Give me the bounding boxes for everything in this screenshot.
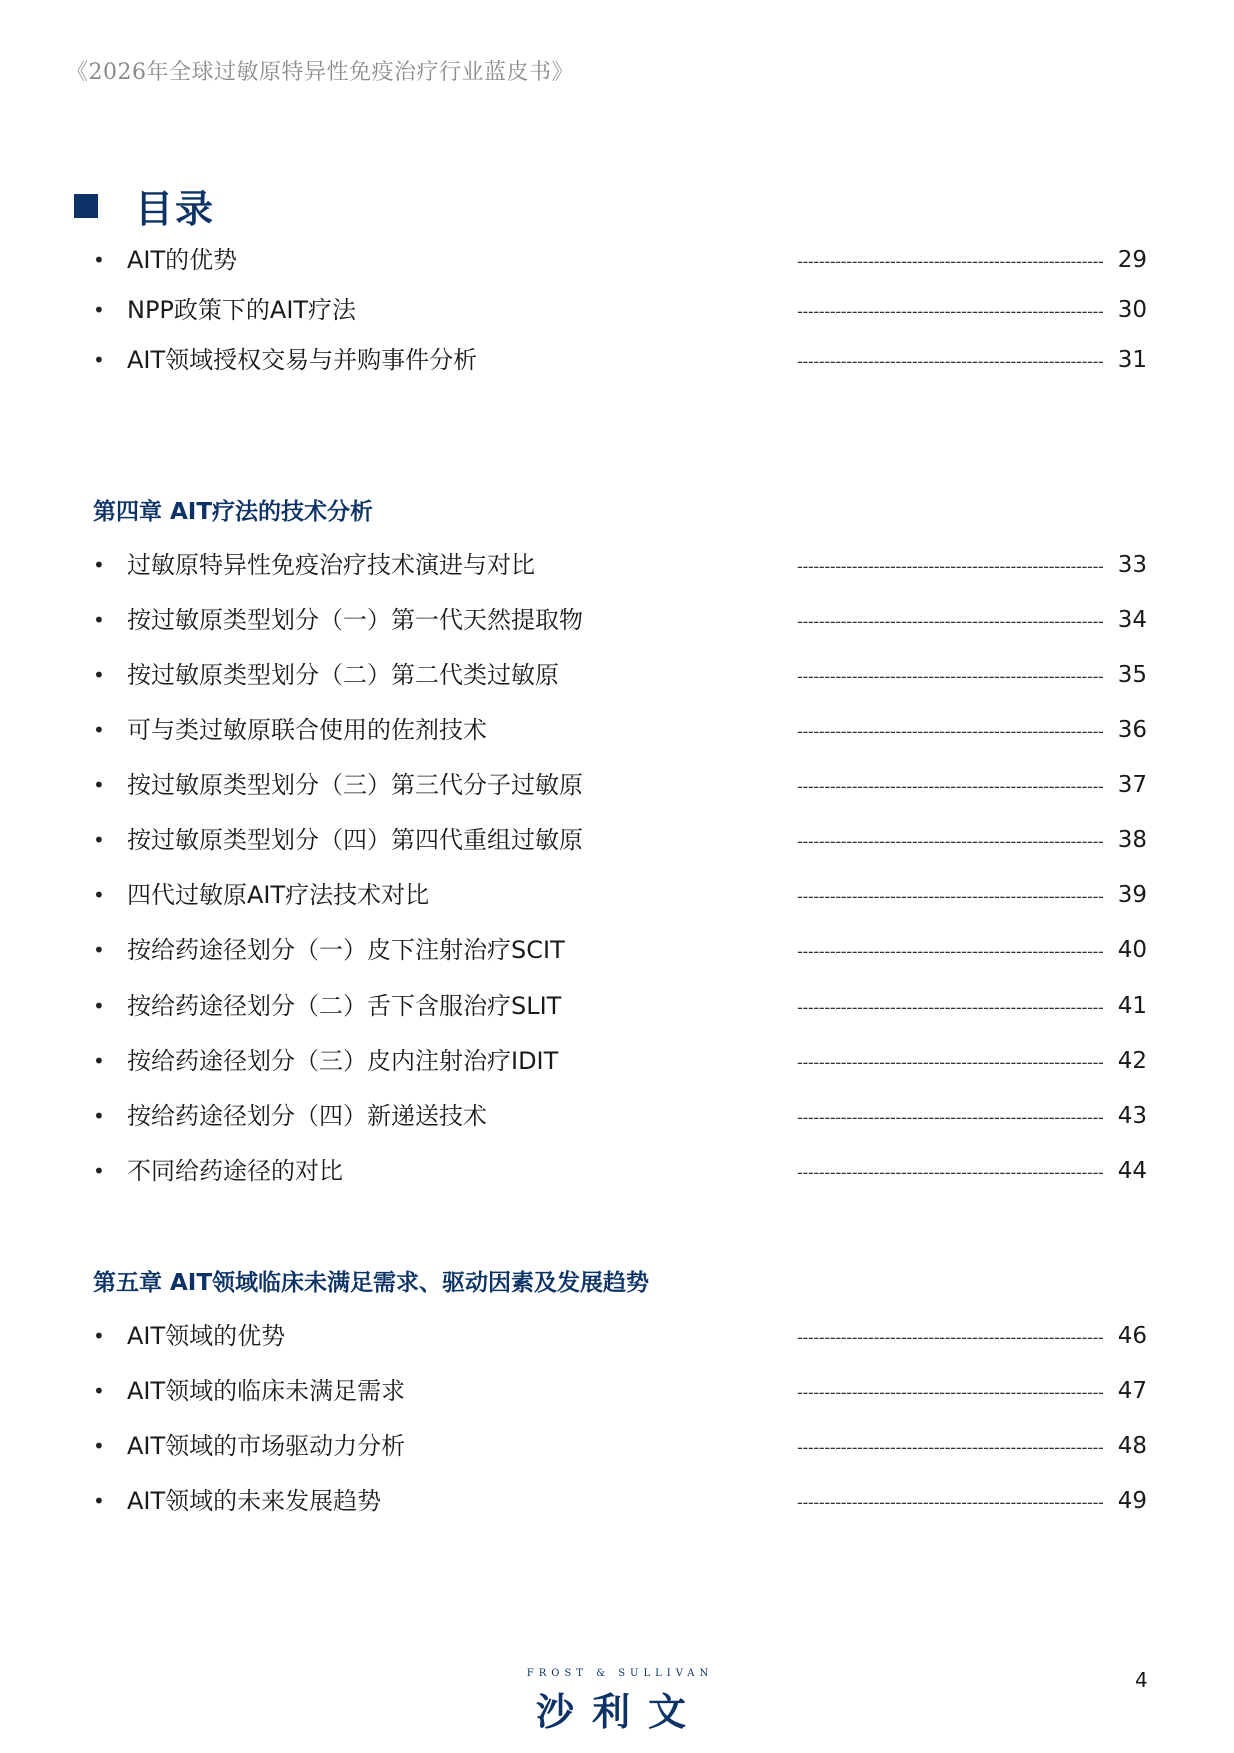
- toc-entry-page: 46: [1117, 1323, 1147, 1349]
- bullet: •: [93, 1159, 105, 1183]
- toc-entry-label: 四代过敏原AIT疗法技术对比: [127, 881, 430, 909]
- toc-entry-page: 42: [1117, 1048, 1147, 1074]
- toc-entry-page: 31: [1117, 347, 1147, 373]
- toc-entry-page: 48: [1117, 1433, 1147, 1459]
- dot-leader: --------------------------------------------------------: [797, 1108, 1104, 1127]
- dot-leader: --------------------------------------------------------: [797, 252, 1104, 271]
- toc-entry-label: 按给药途径划分（四）新递送技术: [127, 1102, 487, 1130]
- bullet: •: [93, 348, 105, 372]
- toc-entry[interactable]: [0, 340, 1234, 380]
- bullet: •: [93, 248, 105, 272]
- toc-entry-label: NPP政策下的AIT疗法: [127, 296, 357, 324]
- title-square-icon: [74, 194, 98, 218]
- toc-entry-page: 40: [1117, 937, 1147, 963]
- toc-entry[interactable]: [0, 1481, 1234, 1521]
- toc-entry-page: 30: [1117, 297, 1147, 323]
- toc-entry-label: 按给药途径划分（一）皮下注射治疗SCIT: [127, 936, 565, 964]
- toc-entry-label: 不同给药途径的对比: [127, 1157, 343, 1185]
- toc-entry-page: 39: [1117, 882, 1147, 908]
- bullet: •: [93, 883, 105, 907]
- toc-entry-label: 按给药途径划分（三）皮内注射治疗IDIT: [127, 1047, 559, 1075]
- bullet: •: [93, 663, 105, 687]
- toc-entry-label: AIT领域的临床未满足需求: [127, 1377, 406, 1405]
- dot-leader: --------------------------------------------------------: [797, 832, 1104, 851]
- dot-leader: --------------------------------------------------------: [797, 1163, 1104, 1182]
- toc-entry-page: 44: [1117, 1158, 1147, 1184]
- toc-entry[interactable]: [0, 290, 1234, 330]
- dot-leader: --------------------------------------------------------: [797, 942, 1104, 961]
- toc-title: [74, 178, 215, 233]
- logo-english: FROST & SULLIVAN: [526, 1668, 714, 1679]
- bullet: •: [93, 773, 105, 797]
- toc-entry[interactable]: [0, 820, 1234, 860]
- dot-leader: --------------------------------------------------------: [797, 667, 1104, 686]
- dot-leader: --------------------------------------------------------: [797, 777, 1104, 796]
- chapter-heading[interactable]: 第四章 AIT疗法的技术分析: [93, 499, 374, 525]
- bullet: •: [93, 1104, 105, 1128]
- dot-leader: --------------------------------------------------------: [797, 1383, 1104, 1402]
- toc-entry-page: 34: [1117, 607, 1147, 633]
- toc-entry[interactable]: [0, 710, 1234, 750]
- toc-entry-label: 按给药途径划分（二）舌下含服治疗SLIT: [127, 992, 562, 1020]
- toc-entry[interactable]: [0, 1041, 1234, 1081]
- dot-leader: --------------------------------------------------------: [797, 998, 1104, 1017]
- frost-sullivan-logo: [520, 1668, 720, 1736]
- toc-entry[interactable]: [0, 1426, 1234, 1466]
- toc-entry[interactable]: [0, 875, 1234, 915]
- toc-entry-page: 49: [1117, 1488, 1147, 1514]
- dot-leader: --------------------------------------------------------: [797, 557, 1104, 576]
- toc-entry[interactable]: [0, 600, 1234, 640]
- bullet: •: [93, 1324, 105, 1348]
- toc-entry[interactable]: [0, 240, 1234, 280]
- toc-entry-label: 按过敏原类型划分（四）第四代重组过敏原: [127, 826, 583, 854]
- toc-entry-label: AIT领域的市场驱动力分析: [127, 1432, 406, 1460]
- chapter-heading[interactable]: 第五章 AIT领域临床未满足需求、驱动因素及发展趋势: [93, 1270, 650, 1296]
- toc-entry[interactable]: [0, 1371, 1234, 1411]
- toc-entry[interactable]: [0, 1151, 1234, 1191]
- toc-entry[interactable]: [0, 930, 1234, 970]
- dot-leader: --------------------------------------------------------: [797, 612, 1104, 631]
- bullet: •: [93, 298, 105, 322]
- toc-entry-page: 29: [1117, 247, 1147, 273]
- dot-leader: --------------------------------------------------------: [797, 302, 1104, 321]
- toc-entry-label: AIT领域的优势: [127, 1322, 286, 1350]
- toc-entry-label: 按过敏原类型划分（一）第一代天然提取物: [127, 606, 583, 634]
- toc-entry-page: 33: [1117, 552, 1147, 578]
- bullet: •: [93, 718, 105, 742]
- dot-leader: --------------------------------------------------------: [797, 1053, 1104, 1072]
- bullet: •: [93, 1049, 105, 1073]
- bullet: •: [93, 994, 105, 1018]
- dot-leader: --------------------------------------------------------: [797, 722, 1104, 741]
- dot-leader: --------------------------------------------------------: [797, 887, 1104, 906]
- bullet: •: [93, 608, 105, 632]
- toc-entry[interactable]: [0, 545, 1234, 585]
- toc-entry-label: 可与类过敏原联合使用的佐剂技术: [127, 716, 487, 744]
- toc-heading: 目录: [135, 187, 216, 231]
- toc-entry[interactable]: [0, 655, 1234, 695]
- toc-entry[interactable]: [0, 1096, 1234, 1136]
- toc-entry-page: 43: [1117, 1103, 1147, 1129]
- toc-entry-label: AIT的优势: [127, 246, 238, 274]
- toc-entry-label: 按过敏原类型划分（三）第三代分子过敏原: [127, 771, 583, 799]
- dot-leader: --------------------------------------------------------: [797, 1438, 1104, 1457]
- toc-entry[interactable]: [0, 986, 1234, 1026]
- toc-entry-label: 按过敏原类型划分（二）第二代类过敏原: [127, 661, 559, 689]
- logo-chinese: 沙利文: [535, 1690, 704, 1734]
- bullet: •: [93, 1434, 105, 1458]
- toc-entry-page: 38: [1117, 827, 1147, 853]
- toc-entry-label: 过敏原特异性免疫治疗技术演进与对比: [127, 551, 535, 579]
- dot-leader: --------------------------------------------------------: [797, 1493, 1104, 1512]
- dot-leader: --------------------------------------------------------: [797, 352, 1104, 371]
- bullet: •: [93, 938, 105, 962]
- dot-leader: --------------------------------------------------------: [797, 1328, 1104, 1347]
- toc-entry-page: 47: [1117, 1378, 1147, 1404]
- toc-entry-page: 35: [1117, 662, 1147, 688]
- bullet: •: [93, 1379, 105, 1403]
- toc-entry-label: AIT领域授权交易与并购事件分析: [127, 346, 478, 374]
- document-header: 《2026年全球过敏原特异性免疫治疗行业蓝皮书》: [66, 60, 574, 85]
- bullet: •: [93, 1489, 105, 1513]
- bullet: •: [93, 553, 105, 577]
- toc-entry-page: 41: [1117, 993, 1147, 1019]
- toc-entry[interactable]: [0, 765, 1234, 805]
- bullet: •: [93, 828, 105, 852]
- toc-entry[interactable]: [0, 1316, 1234, 1356]
- toc-entry-label: AIT领域的未来发展趋势: [127, 1487, 382, 1515]
- toc-entry-page: 37: [1117, 772, 1147, 798]
- page-number: 4: [1135, 1668, 1148, 1692]
- toc-entry-page: 36: [1117, 717, 1147, 743]
